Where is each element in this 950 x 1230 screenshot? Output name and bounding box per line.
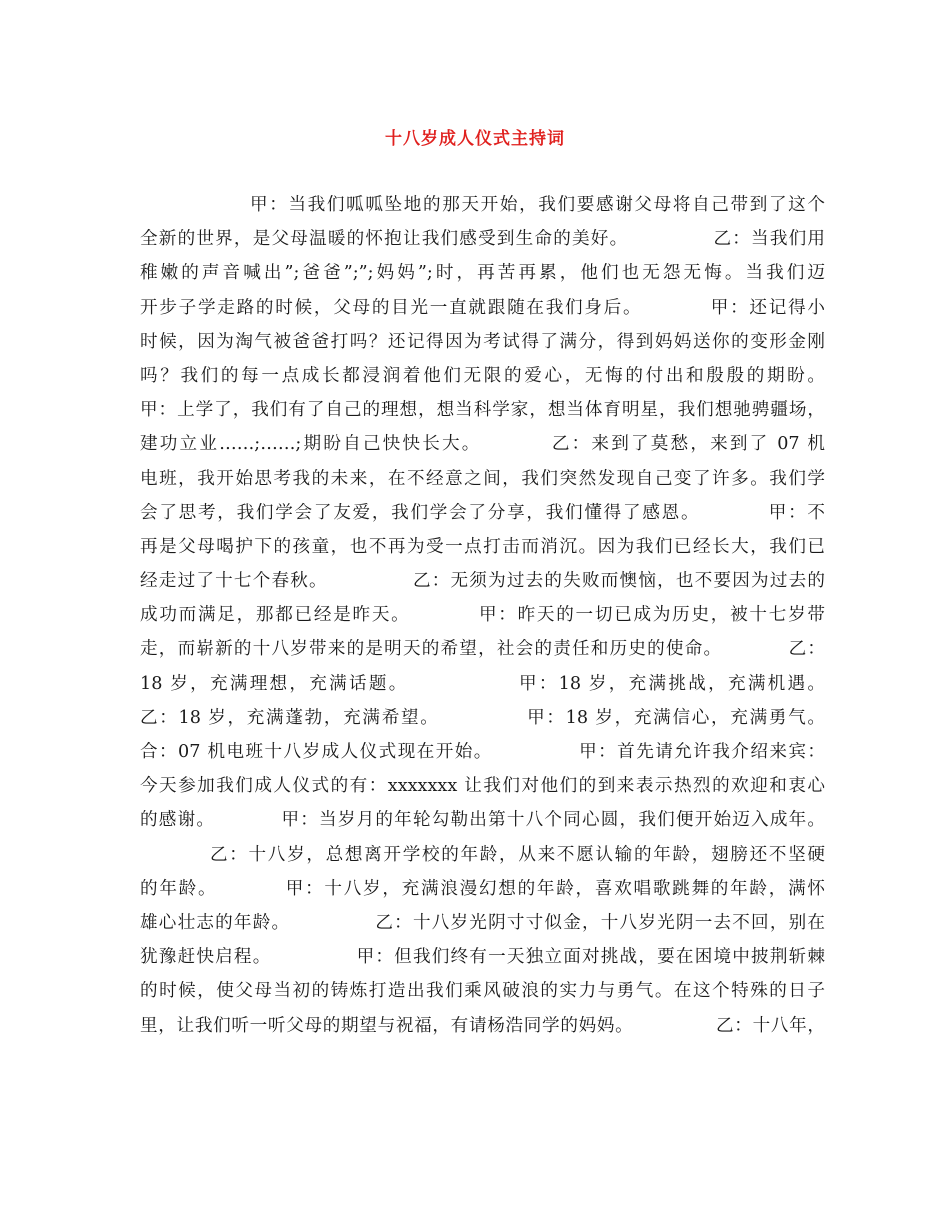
body-line: 雄心壮志的年龄。 乙：十八岁光阴寸寸似金，十八岁光阴一去不回，别在 [140, 912, 825, 933]
body-line: 电班，我开始思考我的未来，在不经意之间，我们突然发现自己变了许多。我们学 [140, 468, 825, 489]
body-line: 今天参加我们成人仪式的有：xxxxxxx 让我们对他们的到来表示热烈的欢迎和衷心 [140, 776, 825, 797]
body-line: 的感谢。 甲：当岁月的年轮勾勒出第十八个同心圆，我们便开始迈入成年。 [140, 810, 825, 831]
body-line: 的年龄。 甲：十八岁，充满浪漫幻想的年龄，喜欢唱歌跳舞的年龄，满怀 [140, 878, 825, 899]
body-line: 成功而满足，那都已经是昨天。 甲：昨天的一切已成为历史，被十七岁带 [140, 605, 825, 626]
body-line: 吗？我们的每一点成长都浸润着他们无限的爱心，无悔的付出和殷殷的期盼。 [140, 365, 825, 386]
body-line: 走，而崭新的十八岁带来的是明天的希望，社会的责任和历史的使命。 乙： [140, 639, 825, 660]
body-line: 经走过了十七个春秋。 乙：无须为过去的失败而懊恼，也不要因为过去的 [140, 571, 825, 592]
body-line: 合：07 机电班十八岁成人仪式现在开始。 甲：首先请允许我介绍来宾： [140, 742, 825, 762]
body-line: 全新的世界，是父母温暖的怀抱让我们感受到生命的美好。 乙：当我们用 [140, 229, 825, 250]
document-title: 十八岁成人仪式主持词 [385, 129, 565, 149]
body-line: 乙：十八岁，总想离开学校的年龄，从来不愿认输的年龄，翅膀还不坚硬 [210, 844, 825, 865]
body-line: 建功立业……;……;期盼自己快快长大。 乙：来到了莫愁，来到了 07 机 [140, 434, 825, 455]
body-line: 甲：上学了，我们有了自己的理想，想当科学家，想当体育明星，我们想驰骋疆场， [140, 400, 825, 421]
body-line: 乙：18 岁，充满蓬勃，充满希望。 甲：18 岁，充满信心，充满勇气。 [140, 707, 825, 728]
body-line: 稚嫩的声音喊出”;爸爸”;”;妈妈”;时，再苦再累，他们也无怨无悔。当我们迈 [140, 263, 825, 284]
body-line: 的时候，使父母当初的铸炼打造出我们乘风破浪的实力与勇气。在这个特殊的日子 [140, 981, 825, 1002]
document-body [140, 188, 825, 1043]
body-line: 18 岁，充满理想，充满话题。 甲：18 岁，充满挑战，充满机遇。 [140, 673, 825, 694]
body-line: 甲：当我们呱呱坠地的那天开始，我们要感谢父母将自己带到了这个 [250, 195, 825, 215]
body-line: 时候，因为淘气被爸爸打吗？还记得因为考试得了满分，得到妈妈送你的变形金刚 [140, 331, 825, 352]
body-line: 开步子学走路的时候，父母的目光一直就跟随在我们身后。 甲：还记得小 [140, 297, 825, 318]
body-line: 犹豫赶快启程。 甲：但我们终有一天独立面对挑战，要在困境中披荆斩棘 [140, 947, 825, 968]
body-line: 再是父母喝护下的孩童，也不再为受一点打击而消沉。因为我们已经长大，我们已 [140, 536, 825, 557]
body-line: 会了思考，我们学会了友爱，我们学会了分享，我们懂得了感恩。 甲：不 [140, 502, 825, 523]
body-line: 里，让我们听一听父母的期望与祝福，有请杨浩同学的妈妈。 乙：十八年， [140, 1015, 825, 1036]
